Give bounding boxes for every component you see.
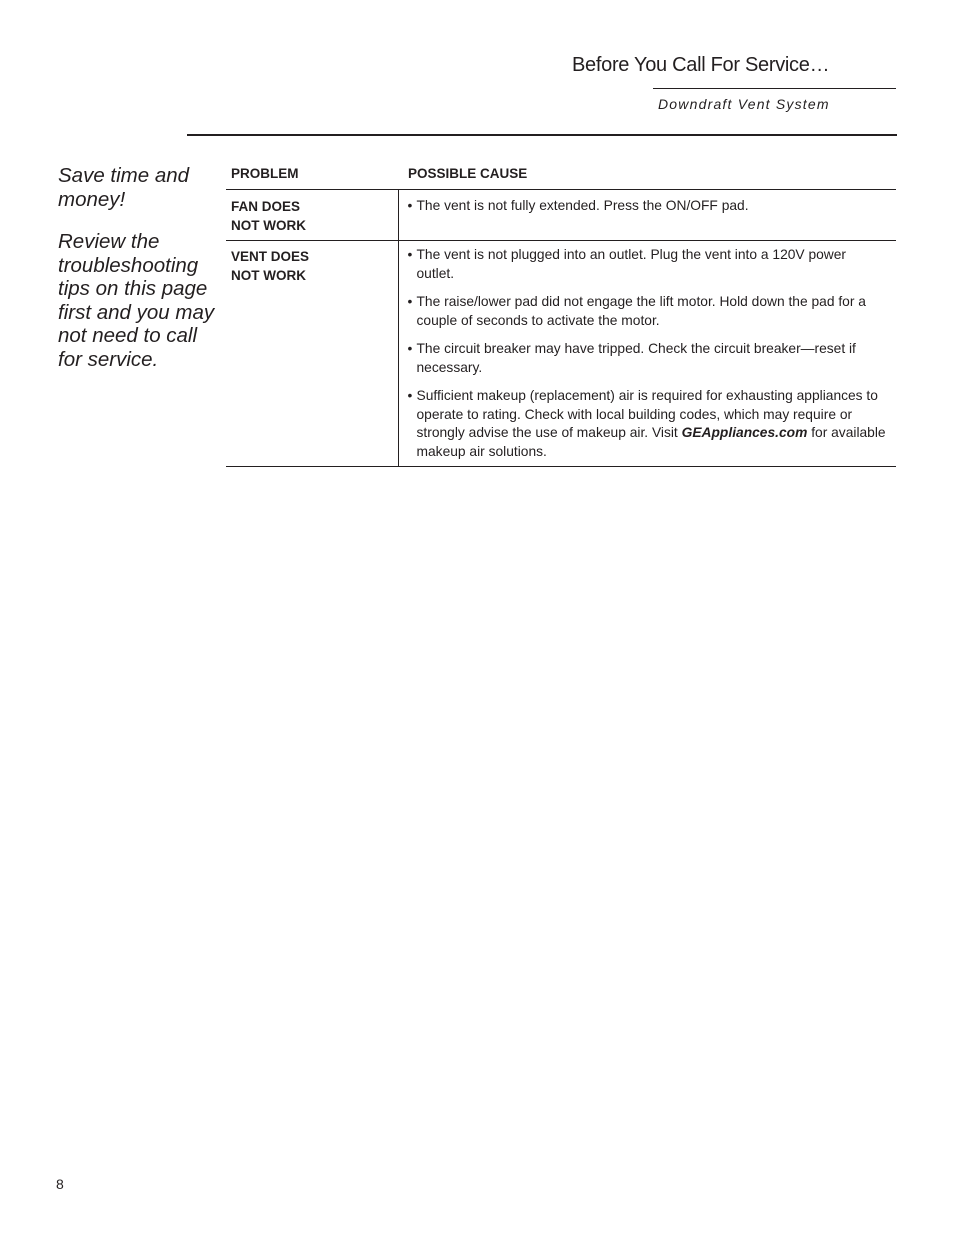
- column-header-problem: PROBLEM: [226, 160, 398, 190]
- cause-item: • The circuit breaker may have tripped. Check the circuit breaker—reset if necessary.: [408, 340, 887, 377]
- cause-cell: [398, 241, 896, 467]
- problem-cell: [226, 190, 398, 241]
- cause-item: • The vent is not plugged into an outlet. Plug the vent into a 120V power outlet.: [408, 246, 887, 283]
- cause-list: [408, 246, 887, 461]
- problem-label-line: FAN DOES: [231, 199, 301, 214]
- column-header-possible-cause: POSSIBLE CAUSE: [398, 160, 896, 190]
- header-divider: [187, 134, 897, 136]
- table-header-row: [226, 160, 896, 190]
- cause-item-text: Sufficient makeup (replacement) air is required for exhausting appliances to operate to rating. Check with local building codes, which may require or strongly advise the use of makeup air. Visit: [416, 388, 878, 440]
- problem-cell: [226, 241, 398, 467]
- cause-item: • The vent is not fully extended. Press the ON/OFF pad.: [408, 197, 887, 216]
- cause-item: [408, 387, 887, 461]
- cause-item-text-after: for available makeup air solutions.: [416, 425, 886, 459]
- troubleshooting-table: [226, 160, 896, 467]
- cause-list: [408, 197, 887, 216]
- sidebar-message: Review the troubleshooting tips on this page first and you may not need to call for service.: [58, 230, 215, 371]
- cause-item: • The raise/lower pad did not engage the lift motor. Hold down the pad for a couple of seconds to activate the motor.: [408, 293, 887, 330]
- cause-cell: [398, 190, 896, 241]
- section-subtitle: Downdraft Vent System: [658, 96, 830, 112]
- title-divider: [653, 88, 896, 89]
- table-row: [226, 190, 896, 241]
- problem-label-line: NOT WORK: [231, 268, 306, 283]
- page-title: Before You Call For Service…: [572, 54, 830, 76]
- page-number: 8: [56, 1176, 64, 1192]
- sidebar-callout: [58, 164, 223, 371]
- problem-label-line: VENT DOES: [231, 249, 310, 264]
- problem-label-line: NOT WORK: [231, 218, 306, 233]
- website-link[interactable]: GEAppliances.com: [681, 425, 808, 440]
- sidebar-tagline: Save time and money!: [58, 164, 190, 211]
- table-row: [226, 241, 896, 467]
